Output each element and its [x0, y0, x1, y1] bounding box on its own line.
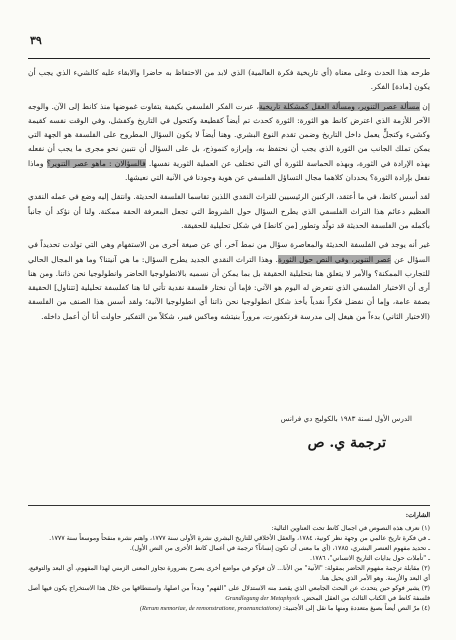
paragraph-2-text-b: ، عبرت الفكر الفلسفي بكيفية يتفاوت غموضها منذ كانط إلى الآن. والوجه الآخر للأزمة الذي اعترض كانط هو الثورة: الثورة كحدث تم أيضاً كقطيعة وكتحول في التاريخ وكفشل، وفي الوقت نفسه كقيمة وكشيء وكتجلٍّ يعمل داخل التاريخ وضمن تقدم النوع البشري. وهنا أيضاً لا يكون السؤال المطروح على الفلسفة هو الجهة التي يمكن تملك الجانب من الثورة الذي يجب أن نحتفظ به، وإبرازه كنموذج، بل على السؤال أن نتبين نحو مجرى ما يجب أن نفعله بهذه الإرادة في الثورة، وبهذه الحماسة للثورة أي التي تختلف عن العملية الثورية نفسها.: [28, 101, 430, 168]
paragraph-1: طرحه هذا الحدث وعلى معناه (أي تاريخية فكرة العالمية) الذي لابد من الاحتفاظ به حاضرا والابقاء عليه كالشيء الذي يجب أن يكون [مادة] الفكر.: [28, 68, 430, 92]
footnote-latin-term: (Rerum memoriae, de remonstratione, praenunciatione): [139, 605, 281, 612]
footnote: (١) نعرف هذه النصوص في اجمال كانط تحت العناوين التالية:: [271, 525, 430, 532]
footnote: ـ في فكرة تاريخ عالمي من وجهة نظر كونية، ١٧٨٤، والعقل الأخلاقي للتاريخ البشري نشرة الأولى سنة ١٧٧٧، واهتم نشره منقحاً وموسعاً سنة ١٧٧٧.: [49, 535, 430, 542]
source-line: الدرس الأول لسنة ١٩٨٣ بالكوليج دي فرانس: [280, 414, 412, 423]
highlighted-phrase: مسألة عصر التنوير، ومسألة العقل كمشكلة تاريخية: [258, 101, 420, 111]
footnotes: [28, 511, 430, 614]
footnote-text: (٣) يشير فوكو حين يتحدث عن البحث الجامعي الذي يقصد منه الاستدلال على "الفهم" وبدءاً من اصلها، واستنطاقها من خلال هذا الاستخراج يكون فيها أصل فلسفة كانط في الكتاب الثالث من العقل المحض.: [28, 585, 430, 602]
footnote: (٢) مقابلة ترجمة مفهوم الحاضر بمقولة: "الآنية" من الأنا... لأن فوكو في مواضع أخرى يصرح بضرورة تجاوز المعنى الزمني لهذا المفهوم، أي البعد والتوقيع، أي البعد والأزمنة. وهو الأمر الذي يحيل هنا.: [28, 565, 430, 582]
paragraph-4-text-b: . وهذا التراث النقدي الجديد يطرح السؤال: ما هي آنيتنا؟ وما هو المجال الحالي للتجارب الممكنة؟ والأمر لا يتعلق هنا بتحليلية الحقيقة بل بما يمكن أن نسميه بالانطولوجيا الحاضر وانطولوجيا نحن ذاتنا. ومن هنا أرى أن الاختيار الفلسفي الذي نتعرض له اليوم هو الآتي: فإما أن نختار فلسفة نقدية تأتي لنا هنا كفلسفة تحليلية [تتناول] الحقيقة بصفة عامة، وإما أن نفضل فكراً نقدياً يأخذ شكل انطولوجيا نحن ذاتنا أي انطولوجيا الآنية؛ ولقد أسس هذا الصنف من الفلسفة (الاختيار الثاني) بدءاً من هيغل إلى مدرسة فرنكفورت، مروراً بنيتشه وماكس فيبر، شكلاً من التفكير حاولت أنا أن أعمل داخله.: [28, 254, 430, 321]
highlighted-phrase: عصر التنوير، وفي النص حول الثورة: [277, 254, 392, 264]
footnote: [28, 584, 430, 604]
footnotes-title: الشارات:: [405, 512, 430, 519]
footnote-text: (٤) مرّ النص أيضاً بصيغ متعددة ومنها ما نقل إلى الأجنبية:: [280, 605, 430, 612]
paragraph-2-text-a: إن: [419, 101, 430, 111]
paragraph-4: [28, 238, 430, 324]
footnote-latin-term: Grundlegung der Metaphysik: [225, 595, 300, 602]
main-text: [28, 66, 430, 329]
paragraph-3: لقد أسس كانط، في ما أعتقد، الركنين الرئيسيين للتراث النقدي اللذين تقاسما الفلسفة الحديثة. وانتقل إليه وضع في عمله النقدي العظيم دعائم هذا التراث الفلسفي الذي يطرح السؤال حول الشروط التي تجعل المعرفة الحقة ممكنة. ولنا أن نؤكد أن جانباً بأكمله من الفلسفة الحديثة قد تولّد وتطور [من كانط] في شكل تحليلية للحقيقة.: [28, 192, 430, 230]
paragraph-2: [28, 100, 430, 186]
footnote: ـ تحديد مفهوم العنصر البشري، ١٧٨٥، (أي ما معنى أن تكون إنساناً؟ ترجمة في أعمال كانط الأخرى من النص الأول).: [129, 545, 430, 552]
paragraph-2-text-c: وماذا نفعل بإرادة الثورة؟ يحددان كلاهما مجال التساؤل الفلسفي عن هوية وجودنا في الآنية التي نعيشها.: [28, 158, 430, 183]
header-rule: [28, 58, 430, 59]
footnote: ـ "تأملات حول بدايات التاريخ الانساني"، ١٧٨٦.: [309, 555, 430, 562]
footnote: [28, 604, 430, 614]
paragraph-4-text-a: غير أنه يوجد في الفلسفة الحديثة والمعاصرة سؤال من نمط آخر، أي عن صيغة أخرى من الاستفهام وهي التي تولدت تحديداً في السؤال عن: [28, 240, 431, 264]
page-number: ٣٩: [30, 34, 42, 47]
footnotes-rule: [28, 505, 430, 506]
highlighted-phrase: فالسؤالان : ماهو عصر التنوير؟: [46, 158, 146, 168]
signature-block: [281, 414, 412, 451]
translator-credit: ترجمة ي. ص: [307, 435, 386, 451]
